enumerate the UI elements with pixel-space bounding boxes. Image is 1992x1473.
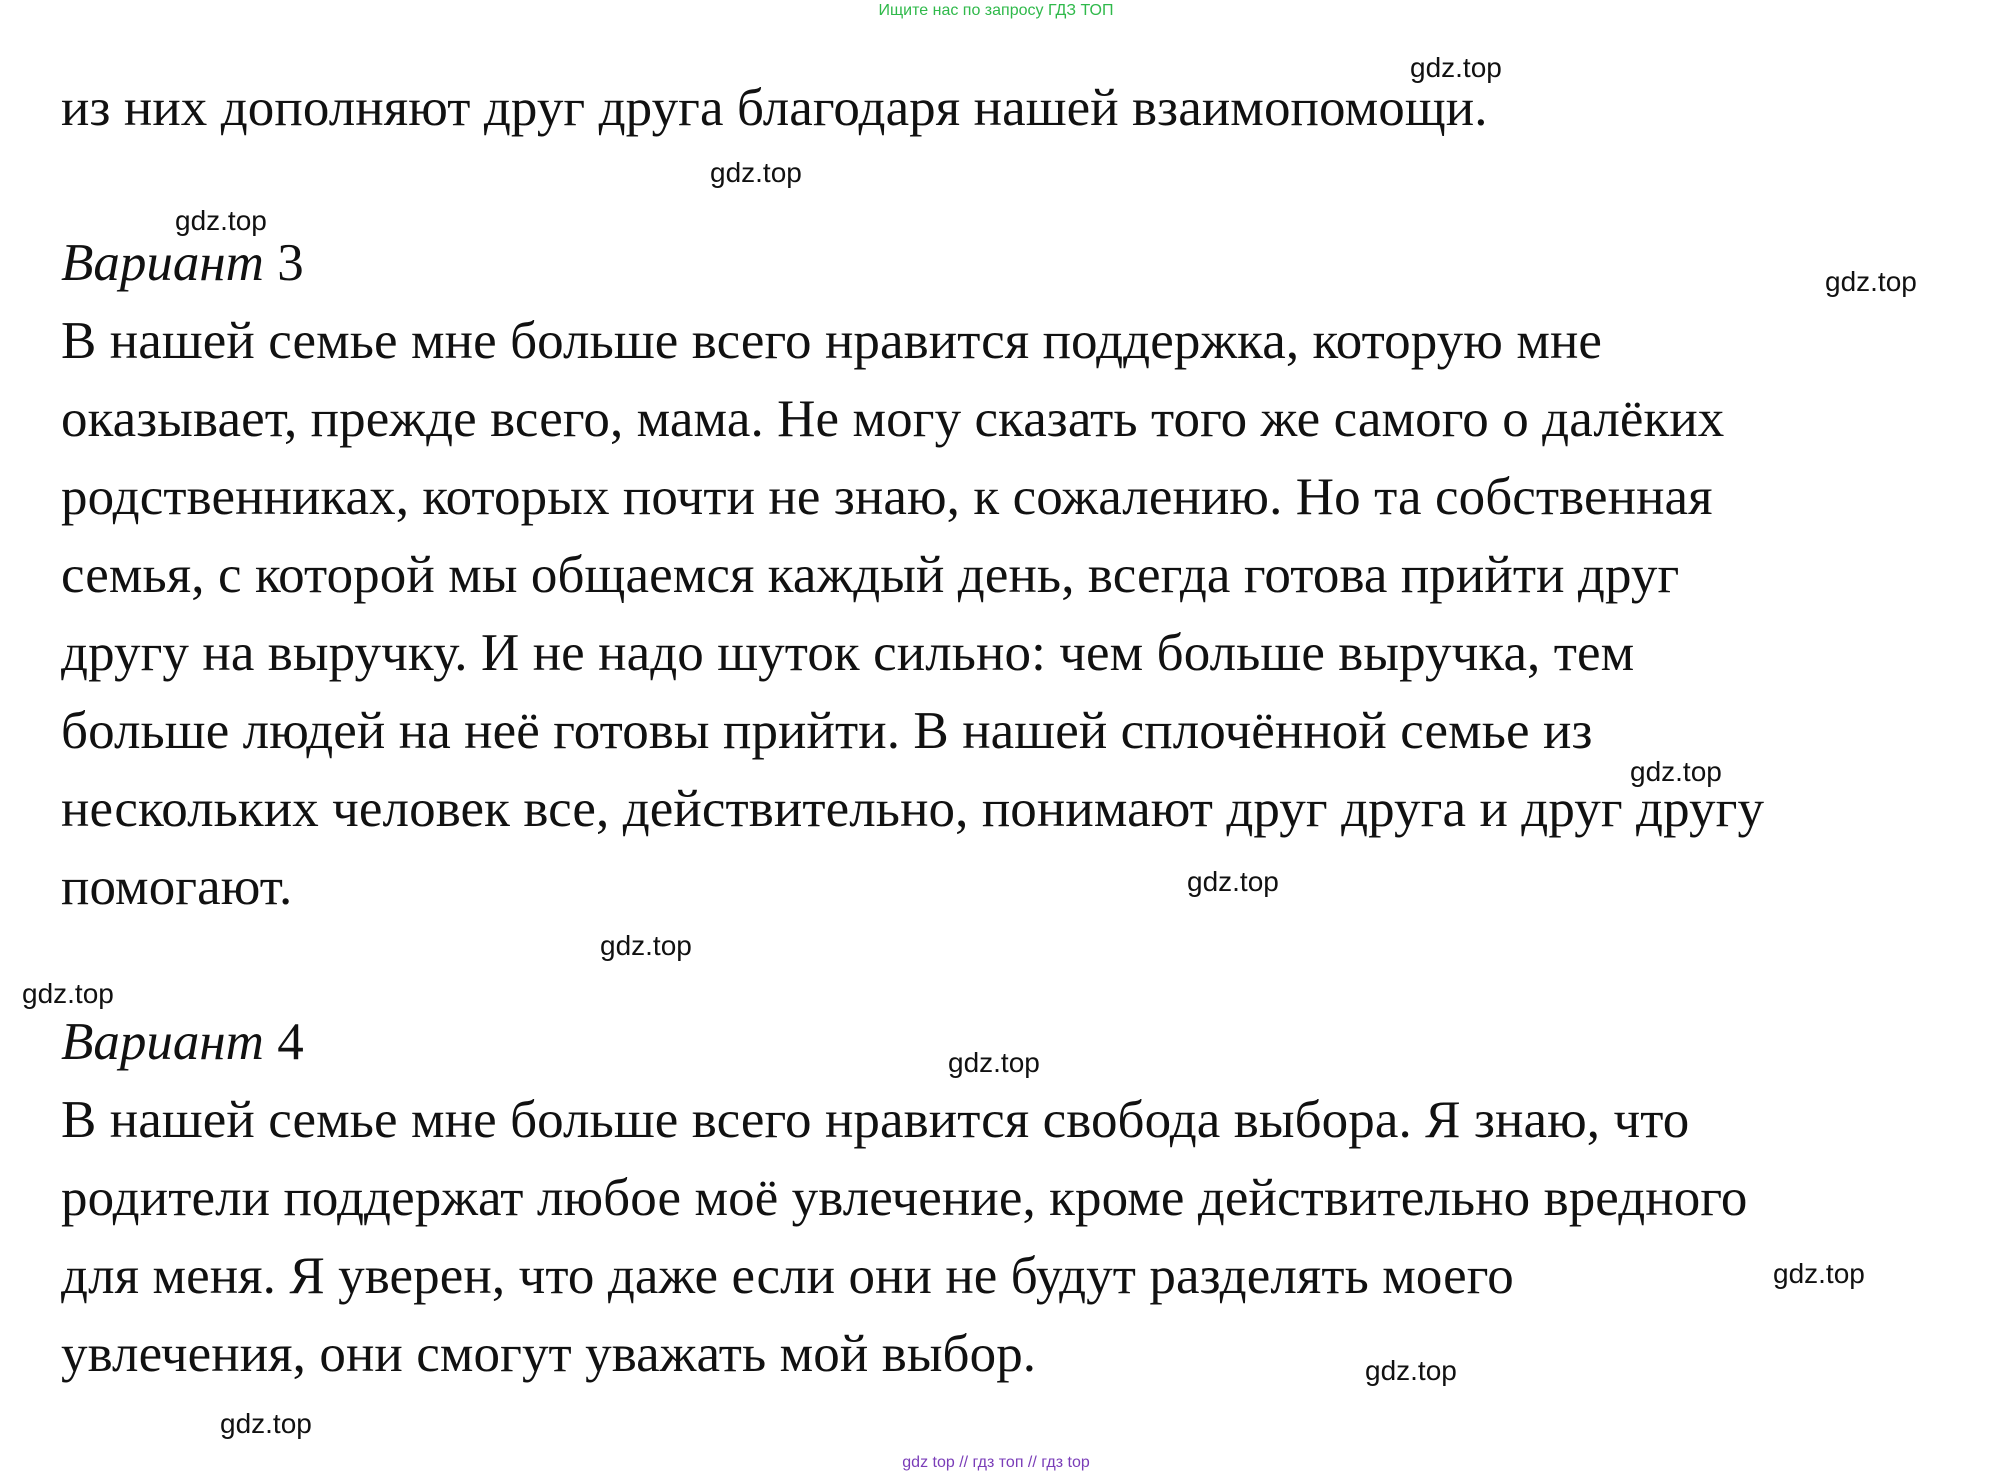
variant-4-line: В нашей семье мне больше всего нравится свобода выбора. Я знаю, что <box>61 1091 1690 1149</box>
watermark: gdz.top <box>175 205 267 236</box>
variant-4-line: для меня. Я уверен, что даже если они не будут разделять моего <box>61 1247 1514 1305</box>
watermark: gdz.top <box>1187 866 1279 897</box>
variant-3-line: другу на выручку. И не надо шуток сильно: чем больше выручка, тем <box>61 624 1635 682</box>
watermark: gdz.top <box>948 1047 1040 1078</box>
watermark: gdz.top <box>1365 1355 1457 1386</box>
bottom-banner: gdz top // гдз топ // гдз top <box>902 1454 1090 1471</box>
variant-3-line: В нашей семье мне больше всего нравится поддержка, которую мне <box>61 312 1603 370</box>
watermark: gdz.top <box>600 930 692 961</box>
variant-3-line: нескольких человек все, действительно, понимают друг друга и друг другу <box>61 780 1765 838</box>
variant-4-heading <box>61 1012 304 1072</box>
variant-4-heading-number: 4 <box>277 1013 304 1071</box>
watermark: gdz.top <box>1410 52 1502 83</box>
variant-3-line: больше людей на неё готовы прийти. В нашей сплочённой семье из <box>61 702 1593 760</box>
variant-3-heading-word: Вариант <box>61 234 264 292</box>
variant-4-heading-word: Вариант <box>61 1013 264 1071</box>
variant-3-line: родственниках, которых почти не знаю, к сожалению. Но та собственная <box>61 468 1713 526</box>
variant-3-line: оказывает, прежде всего, мама. Не могу сказать того же самого о далёких <box>61 390 1725 448</box>
watermark: gdz.top <box>1773 1258 1865 1289</box>
variant-3-line: помогают. <box>61 858 293 916</box>
variant-3-heading <box>61 233 304 293</box>
top-banner: Ищите нас по запросу ГДЗ ТОП <box>878 2 1114 19</box>
variant-4-line: увлечения, они смогут уважать мой выбор. <box>61 1325 1037 1383</box>
variant-3-heading-number: 3 <box>277 234 304 292</box>
watermark: gdz.top <box>22 978 114 1009</box>
watermark: gdz.top <box>1630 756 1722 787</box>
intro-line: из них дополняют друг друга благодаря нашей взаимопомощи. <box>61 79 1488 137</box>
watermark: gdz.top <box>220 1408 312 1439</box>
variant-3-line: семья, с которой мы общаемся каждый день, всегда готова прийти друг <box>61 546 1680 604</box>
watermark: gdz.top <box>710 157 802 188</box>
variant-4-line: родители поддержат любое моё увлечение, кроме действительно вредного <box>61 1169 1748 1227</box>
watermark: gdz.top <box>1825 266 1917 297</box>
